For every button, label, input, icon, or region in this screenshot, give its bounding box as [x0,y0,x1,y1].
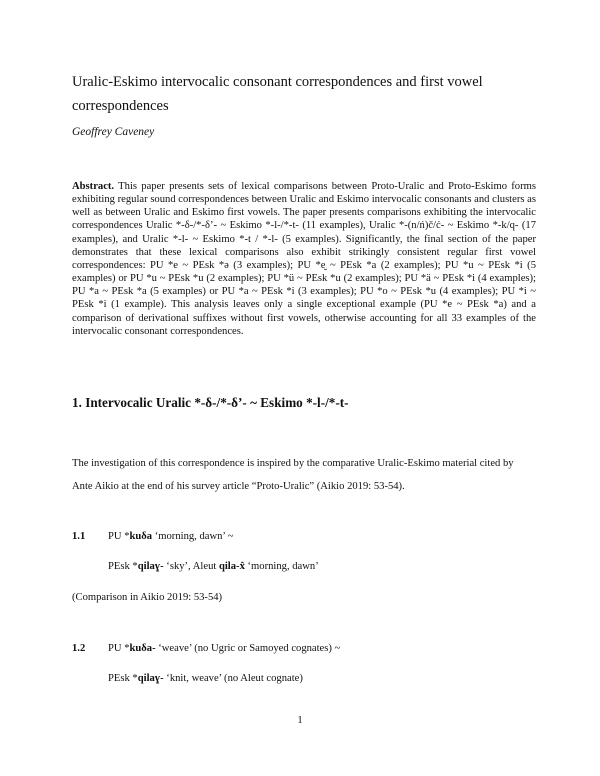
pesk-gloss: ‘knit, weave’ (no Aleut cognate) [163,673,303,684]
pu-prefix: PU * [108,643,130,654]
section-heading: 1. Intervocalic Uralic *-δ-/*-δ’- ~ Eskimo *-l-/*-t- [72,395,349,410]
entry-pesk-line [108,561,319,572]
pesk-prefix: PEsk * [108,673,138,684]
section-intro-paragraph: The investigation of this correspondence is inspired by the comparative Uralic-Eskimo material cited by Ante Aikio at the end of his survey article “Proto-Uralic” (Aikio 2019: 53-54). [72,458,514,492]
aleut-form: qila-x̂ [218,561,245,572]
pu-form: kuδa [129,531,153,542]
pesk-prefix: PEsk * [108,561,138,572]
entry-number: 1.1 [72,531,86,542]
page-number: 1 [297,715,303,726]
pesk-gloss: ‘sky’, Aleut [163,561,219,572]
pu-gloss: ‘weave’ (no Ugric or Samoyed cognates) ~ [155,643,341,654]
pu-prefix: PU * [108,531,130,542]
entry-pesk-line [108,673,303,684]
abstract-label: Abstract. [72,181,115,192]
pesk-form: qilaɣ- [137,561,164,572]
aleut-gloss: ‘morning, dawn’ [244,561,319,572]
abstract [72,180,536,338]
pu-form: kuδa- [129,643,156,654]
pu-gloss: ‘morning, dawn’ ~ [152,531,234,542]
entry-number: 1.2 [72,643,86,654]
entry-pu-line [108,643,340,654]
entry-note: (Comparison in Aikio 2019: 53-54) [72,592,223,603]
paper-title: Uralic-Eskimo intervocalic consonant correspondences and first vowel correspondences [72,74,483,114]
abstract-text: This paper presents sets of lexical comparisons between Proto-Uralic and Proto-Eskimo forms exhibiting regular sound correspondences between Uralic and Eskimo intervocalic consonants and clusters as well as between Uralic and Eskimo first vowels. The paper presents comparisons exhibiting the intervocalic correspondences Uralic *-δ-/*-δ’- ~ Eskimo *-l-/*-t- (11 examples), Uralic *-(n/ń)č/ć- ~ Eskimo *-k/q- (17 examples), and Uralic *-l- ~ Eskimo *-t / *-l- (5 examples). Significantly, the final section of the paper demonstrates that these lexical comparisons also exhibit strikingly consistent regular first vowel correspondences: PU *e ~ PEsk *ə (3 examples); PU *e̮ ~ PEsk *a (2 examples); PU *u ~ PEsk *i (5 examples) or PU *u ~ PEsk *u (2 examples); PU *ü ~ PEsk *u (2 examples); PU *ä ~ PEsk *i (4 examples); PU *a ~ PEsk *a (5 examples) or PU *a ~ PEsk *i (3 examples); PU *o ~ PEsk *u (4 examples); PU *i ~ PEsk *i (1 example). This analysis leaves only a single exceptional example (PU *e ~ PEsk *a) and a comparison of derivational suffixes without first vowels, otherwise accounting for all 33 examples of the intervocalic consonant correspondences. [72,181,536,337]
pesk-form: qilaɣ- [137,673,164,684]
author-name: Geoffrey Caveney [72,126,155,138]
entry-pu-line [108,531,234,542]
